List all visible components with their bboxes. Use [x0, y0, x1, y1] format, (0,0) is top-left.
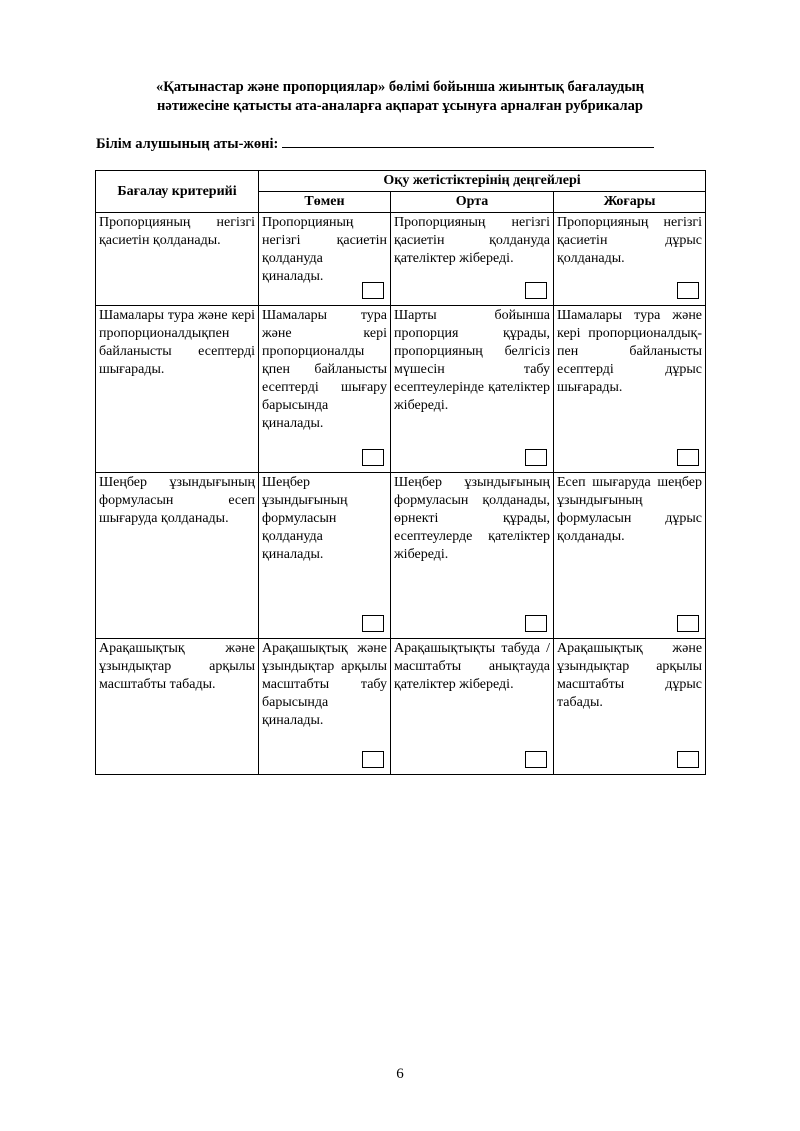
level-low-cell: Шеңбер ұзындығының формуласын қолдануда қиналады. — [259, 473, 391, 639]
level-high-header: Жоғары — [554, 192, 706, 213]
level-mid-cell: Шарты бойынша пропорция құрады, пропорцияның белгісіз мүшесін табу есептеулерінде қателіктер жібереді. — [391, 306, 554, 473]
checkbox[interactable] — [677, 282, 699, 299]
title-line-1: «Қатынастар және пропорциялар» бөлімі бойынша жиынтық бағалаудың — [155, 79, 644, 95]
checkbox[interactable] — [362, 615, 384, 632]
student-name-label: Білім алушының аты-жөні: — [96, 136, 279, 152]
level-mid-header: Орта — [391, 192, 554, 213]
level-low-cell: Арақашықтық және ұзындықтар арқылы масштабты табу барысында қиналады. — [259, 639, 391, 775]
checkbox[interactable] — [677, 751, 699, 768]
criteria-header: Бағалау критерийі — [96, 171, 259, 213]
levels-header: Оқу жетістіктерінің деңгейлері — [259, 171, 706, 192]
criterion-cell: Шеңбер ұзындығының формуласын есеп шығаруда қолданады. — [96, 473, 259, 639]
rubric-table — [95, 170, 706, 775]
student-name-blank[interactable] — [282, 137, 654, 148]
table-row — [96, 306, 706, 473]
checkbox[interactable] — [525, 282, 547, 299]
level-high-cell: Есеп шығаруда шеңбер ұзындығының формуласын дұрыс қолданады. — [554, 473, 706, 639]
checkbox[interactable] — [362, 751, 384, 768]
table-row — [96, 213, 706, 306]
criterion-cell: Арақашықтық және ұзындықтар арқылы масштабты табады. — [96, 639, 259, 775]
level-low-header: Төмен — [259, 192, 391, 213]
level-high-cell: Шамалары тура және кері пропорционалдық-пен байланысты есептерді дұрыс шығарады. — [554, 306, 706, 473]
document-title — [0, 78, 800, 116]
level-high-cell: Пропорцияның негізгі қасиетін дұрыс қолданады. — [554, 213, 706, 306]
level-mid-cell: Арақашықтықты табуда / масштабты анықтауда қателіктер жібереді. — [391, 639, 554, 775]
criterion-cell: Шамалары тура және кері пропорционалдықпен байланысты есептерді шығарады. — [96, 306, 259, 473]
checkbox[interactable] — [677, 449, 699, 466]
checkbox[interactable] — [362, 449, 384, 466]
title-line-2: нәтижесіне қатысты ата-аналарға ақпарат ұсынуға арналған рубрикалар — [157, 98, 643, 114]
table-row — [96, 473, 706, 639]
checkbox[interactable] — [525, 449, 547, 466]
level-mid-cell: Шеңбер ұзындығының формуласын қолданады, өрнекті құрады, есептеулерде қателіктер жібереді. — [391, 473, 554, 639]
checkbox[interactable] — [525, 615, 547, 632]
criterion-cell: Пропорцияның негізгі қасиетін қолданады. — [96, 213, 259, 306]
checkbox[interactable] — [362, 282, 384, 299]
table-row — [96, 639, 706, 775]
student-name-row — [96, 136, 654, 153]
page-number: 6 — [396, 1066, 404, 1082]
level-low-cell: Шамалары тура және кері пропорционалды қпен байланысты есептерді шығару барысында қиналады. — [259, 306, 391, 473]
level-high-cell: Арақашықтық және ұзындықтар арқылы масштабты дұрыс табады. — [554, 639, 706, 775]
level-low-cell: Пропорцияның негізгі қасиетін қолдануда қиналады. — [259, 213, 391, 306]
checkbox[interactable] — [525, 751, 547, 768]
checkbox[interactable] — [677, 615, 699, 632]
level-mid-cell: Пропорцияның негізгі қасиетін қолдануда қателіктер жібереді. — [391, 213, 554, 306]
